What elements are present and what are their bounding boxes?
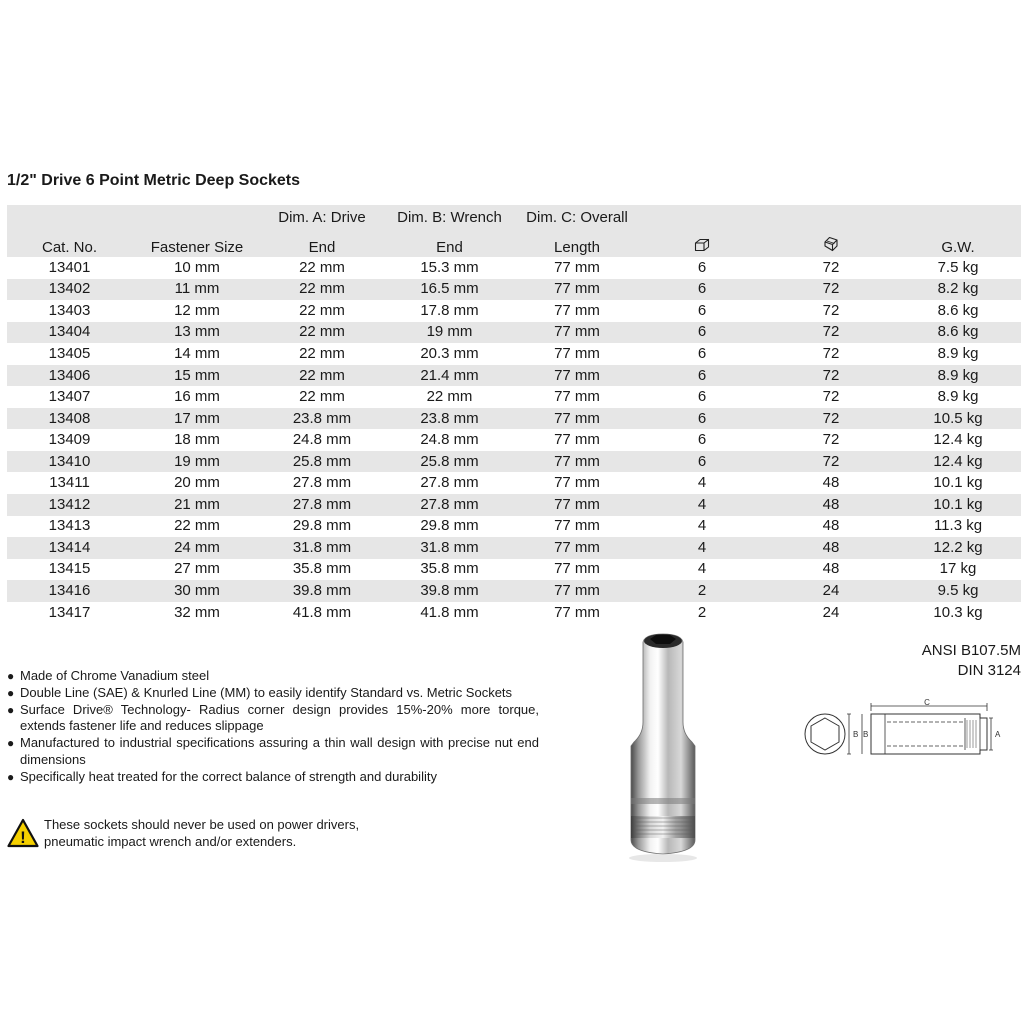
table-row xyxy=(7,602,1021,624)
table-cell: 10.3 kg xyxy=(933,603,983,621)
table-cell: 29.8 mm xyxy=(292,517,352,535)
table-cell: 13414 xyxy=(48,538,91,556)
table-cell: 77 mm xyxy=(554,431,600,449)
table-cell: 13402 xyxy=(48,280,91,298)
table-cell: 22 mm xyxy=(299,280,345,298)
table-cell: 17.8 mm xyxy=(420,301,479,319)
table-cell: 48 xyxy=(822,474,840,492)
socket-side-view xyxy=(871,714,987,754)
feature-item xyxy=(7,685,539,702)
dim-label-b: B xyxy=(853,730,859,739)
header-cell xyxy=(767,205,895,230)
table-cell: 72 xyxy=(822,431,840,449)
standard-ansi: ANSI B107.5M xyxy=(921,642,1021,659)
table-cell: 18 mm xyxy=(174,431,220,449)
table-cell: 27.8 mm xyxy=(292,495,352,513)
table-row xyxy=(7,279,1021,301)
feature-list xyxy=(7,668,539,786)
dim-label-b: B xyxy=(863,730,869,739)
warning-line: These sockets should never be used on power drivers, xyxy=(44,817,360,832)
table-row xyxy=(7,537,1021,559)
warning-icon-glyph: ! xyxy=(20,828,26,847)
feature-text: Manufactured to industrial specifications assuring a thin wall design with precise nut end dimensions xyxy=(20,735,539,767)
table-cell: 15.3 mm xyxy=(420,258,479,276)
warning-text xyxy=(44,816,359,850)
feature-item xyxy=(7,702,539,736)
table-cell: 19 mm xyxy=(174,452,220,470)
table-cell: 41.8 mm xyxy=(292,603,352,621)
table-cell: 10.1 kg xyxy=(933,495,983,513)
table-cell: 10.5 kg xyxy=(933,409,983,427)
header-dim-a: Dim. A: Drive xyxy=(278,209,366,226)
table-cell: 14 mm xyxy=(174,344,220,362)
bullet-icon: ● xyxy=(7,702,15,717)
table-cell: 13417 xyxy=(48,603,91,621)
table-cell: 27.8 mm xyxy=(420,474,479,492)
table-cell: 77 mm xyxy=(554,474,600,492)
table-cell: 21 mm xyxy=(174,495,220,513)
table-cell: 7.5 kg xyxy=(937,258,979,276)
table-cell: 6 xyxy=(697,280,707,298)
table-row xyxy=(7,494,1021,516)
table-row xyxy=(7,580,1021,602)
table-cell: 4 xyxy=(697,560,707,578)
table-cell: 27.8 mm xyxy=(292,474,352,492)
table-cell: 22 mm xyxy=(299,388,345,406)
table-cell: 13416 xyxy=(48,581,91,599)
table-cell: 77 mm xyxy=(554,366,600,384)
table-cell: 4 xyxy=(697,495,707,513)
table-cell: 2 xyxy=(697,603,707,621)
header-cell xyxy=(895,205,1021,230)
spec-table xyxy=(7,205,1021,623)
feature-text: Double Line (SAE) & Knurled Line (MM) to easily identify Standard vs. Metric Sockets xyxy=(20,684,513,700)
table-cell: 17 mm xyxy=(174,409,220,427)
table-cell: 6 xyxy=(697,344,707,362)
table-cell: 23.8 mm xyxy=(420,409,479,427)
table-cell: 8.9 kg xyxy=(937,388,979,406)
table-row xyxy=(7,559,1021,581)
table-cell: 41.8 mm xyxy=(420,603,479,621)
header-cat-no: Cat. No. xyxy=(41,239,98,256)
single-box-icon xyxy=(694,238,710,252)
table-row xyxy=(7,451,1021,473)
table-cell: 13411 xyxy=(49,474,90,492)
table-cell: 11 mm xyxy=(174,280,220,298)
table-cell: 22 mm xyxy=(426,388,473,406)
table-cell: 27.8 mm xyxy=(420,495,479,513)
feature-text: Specifically heat treated for the correct balance of strength and durability xyxy=(20,768,437,784)
table-cell: 20 mm xyxy=(174,474,220,492)
table-cell: 8.6 kg xyxy=(937,301,979,319)
table-cell: 77 mm xyxy=(554,603,600,621)
table-cell: 13406 xyxy=(48,366,91,384)
table-cell: 8.9 kg xyxy=(937,344,979,362)
bullet-icon: ● xyxy=(7,669,15,683)
table-cell: 77 mm xyxy=(554,495,600,513)
table-cell: 13404 xyxy=(48,323,91,341)
table-cell: 12 mm xyxy=(174,301,220,319)
table-cell: 48 xyxy=(822,538,840,556)
table-cell: 8.2 kg xyxy=(937,280,979,298)
warning-line: pneumatic impact wrench and/or extenders. xyxy=(44,834,297,849)
table-cell: 12.2 kg xyxy=(933,538,983,556)
table-cell: 13 mm xyxy=(174,323,220,341)
feature-item xyxy=(7,668,539,685)
bullet-icon: ● xyxy=(7,736,15,751)
table-cell: 35.8 mm xyxy=(420,560,479,578)
table-cell: 13403 xyxy=(48,301,91,319)
table-header-row xyxy=(7,205,1021,230)
table-row xyxy=(7,429,1021,451)
feature-item xyxy=(7,735,539,769)
table-cell: 77 mm xyxy=(554,323,600,341)
table-row xyxy=(7,516,1021,538)
table-cell: 13407 xyxy=(48,388,91,406)
hex-end-view xyxy=(805,714,851,754)
table-cell: 10.1 kg xyxy=(933,474,983,492)
table-cell: 72 xyxy=(822,280,840,298)
table-row xyxy=(7,322,1021,344)
table-cell: 23.8 mm xyxy=(292,409,352,427)
table-cell: 8.6 kg xyxy=(937,323,979,341)
header-carton-pack xyxy=(767,230,895,257)
table-cell: 77 mm xyxy=(554,517,600,535)
table-cell: 9.5 kg xyxy=(937,581,979,599)
table-cell: 13413 xyxy=(48,517,91,535)
table-cell: 22 mm xyxy=(299,366,345,384)
table-cell: 48 xyxy=(822,495,840,513)
table-cell: 72 xyxy=(822,409,840,427)
table-cell: 20.3 mm xyxy=(420,344,479,362)
table-row xyxy=(7,300,1021,322)
table-cell: 13408 xyxy=(48,409,91,427)
table-row xyxy=(7,365,1021,387)
table-cell: 77 mm xyxy=(554,344,600,362)
table-cell: 77 mm xyxy=(554,452,600,470)
table-cell: 29.8 mm xyxy=(420,517,479,535)
standard-din: DIN 3124 xyxy=(957,662,1021,679)
header-cell xyxy=(7,205,132,230)
table-cell: 6 xyxy=(697,323,707,341)
table-cell: 77 mm xyxy=(554,258,600,276)
table-cell: 31.8 mm xyxy=(292,538,352,556)
table-cell: 77 mm xyxy=(554,388,600,406)
table-cell: 6 xyxy=(697,431,707,449)
table-cell: 24 mm xyxy=(174,538,220,556)
table-cell: 6 xyxy=(697,258,707,276)
table-cell: 6 xyxy=(697,388,707,406)
table-cell: 4 xyxy=(697,538,707,556)
table-body xyxy=(7,257,1021,623)
bullet-icon: ● xyxy=(7,769,15,784)
table-cell: 48 xyxy=(822,560,840,578)
table-cell: 72 xyxy=(822,258,840,276)
table-cell: 72 xyxy=(822,323,840,341)
table-cell: 32 mm xyxy=(174,603,220,621)
table-cell: 77 mm xyxy=(554,280,600,298)
table-cell: 6 xyxy=(697,409,707,427)
table-cell: 16 mm xyxy=(174,388,220,406)
table-cell: 13409 xyxy=(48,431,91,449)
warning-icon xyxy=(7,818,39,848)
table-cell: 72 xyxy=(822,388,840,406)
table-cell: 72 xyxy=(822,452,840,470)
table-cell: 10 mm xyxy=(174,258,220,276)
table-cell: 4 xyxy=(697,517,707,535)
table-row xyxy=(7,408,1021,430)
table-cell: 19 mm xyxy=(426,323,473,341)
header-dim-b-end: End xyxy=(436,239,463,256)
table-cell: 30 mm xyxy=(174,581,220,599)
table-cell: 15 mm xyxy=(174,366,220,384)
table-cell: 22 mm xyxy=(299,301,345,319)
table-cell: 24.8 mm xyxy=(292,431,352,449)
table-cell: 12.4 kg xyxy=(933,452,983,470)
table-cell: 72 xyxy=(822,344,840,362)
table-cell: 72 xyxy=(822,366,840,384)
header-cell xyxy=(132,205,262,230)
table-cell: 72 xyxy=(822,301,840,319)
table-cell: 22 mm xyxy=(174,517,220,535)
header-inner-pack xyxy=(637,230,767,257)
table-cell: 8.9 kg xyxy=(937,366,979,384)
table-cell: 13410 xyxy=(48,452,91,470)
table-cell: 27 mm xyxy=(174,560,220,578)
table-cell: 24 xyxy=(822,581,840,599)
feature-text: Surface Drive® Technology- Radius corner design provides 15%-20% more torque, extends fastener life and reduces slippage xyxy=(20,701,539,734)
feature-text: Made of Chrome Vanadium steel xyxy=(20,668,210,683)
table-row xyxy=(7,343,1021,365)
table-cell: 77 mm xyxy=(554,538,600,556)
table-cell: 6 xyxy=(697,301,707,319)
table-cell: 21.4 mm xyxy=(420,366,479,384)
table-cell: 77 mm xyxy=(554,409,600,427)
table-cell: 16.5 mm xyxy=(420,280,479,298)
table-cell: 22 mm xyxy=(299,258,345,276)
header-fastener-size: Fastener Size xyxy=(150,239,244,256)
header-gross-weight: G.W. xyxy=(941,239,975,256)
table-cell: 6 xyxy=(697,366,707,384)
dimension-drawing xyxy=(795,698,1005,760)
table-row xyxy=(7,386,1021,408)
table-cell: 11.3 kg xyxy=(933,517,983,535)
header-cell xyxy=(637,205,767,230)
table-cell: 77 mm xyxy=(554,560,600,578)
table-cell: 25.8 mm xyxy=(292,452,352,470)
header-dim-c: Dim. C: Overall xyxy=(526,209,628,226)
dim-label-a: A xyxy=(995,730,1001,739)
table-cell: 13401 xyxy=(48,258,91,276)
table-cell: 13405 xyxy=(48,344,91,362)
table-header-row xyxy=(7,230,1021,257)
header-dim-b: Dim. B: Wrench xyxy=(397,209,502,226)
carton-box-icon xyxy=(823,236,839,252)
table-cell: 6 xyxy=(697,452,707,470)
table-cell: 77 mm xyxy=(554,581,600,599)
header-dim-c-length: Length xyxy=(554,239,600,256)
table-row xyxy=(7,257,1021,279)
warning-note xyxy=(7,816,427,856)
table-cell: 13415 xyxy=(48,560,91,578)
table-cell: 77 mm xyxy=(554,301,600,319)
table-cell: 17 kg xyxy=(939,560,977,578)
table-cell: 24 xyxy=(822,603,840,621)
bullet-icon: ● xyxy=(7,685,15,700)
table-cell: 2 xyxy=(697,581,707,599)
feature-item xyxy=(7,769,539,786)
standards-block xyxy=(922,641,1021,681)
table-cell: 24.8 mm xyxy=(420,431,479,449)
table-cell: 22 mm xyxy=(299,323,345,341)
table-cell: 25.8 mm xyxy=(420,452,479,470)
table-cell: 12.4 kg xyxy=(933,431,983,449)
socket-image xyxy=(612,630,714,866)
page-title: 1/2" Drive 6 Point Metric Deep Sockets xyxy=(7,172,301,189)
table-cell: 35.8 mm xyxy=(292,560,352,578)
table-cell: 39.8 mm xyxy=(420,581,479,599)
table-cell: 39.8 mm xyxy=(292,581,352,599)
table-cell: 13412 xyxy=(48,495,91,513)
dim-label-c: C xyxy=(924,698,930,707)
table-cell: 22 mm xyxy=(299,344,345,362)
table-row xyxy=(7,472,1021,494)
table-cell: 4 xyxy=(697,474,707,492)
header-dim-a-end: End xyxy=(308,239,336,256)
table-cell: 48 xyxy=(822,517,840,535)
table-cell: 31.8 mm xyxy=(420,538,479,556)
